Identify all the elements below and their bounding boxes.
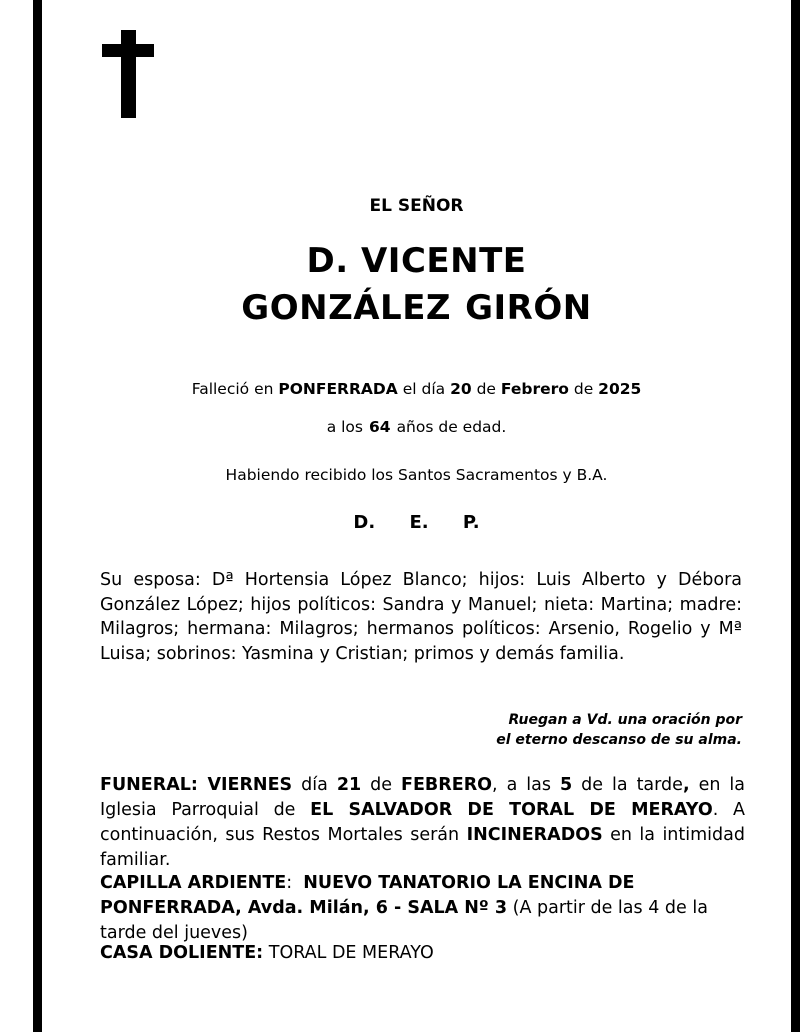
funeral-paragraph: FUNERAL: VIERNES día 21 de FEBRERO, a las 5 de la tarde, en la Iglesia Parroquial de EL SALVADOR DE TORAL DE MERAYO. A continuación, sus Restos Mortales serán INCINERADOS en la intimidad familiar. xyxy=(100,775,745,870)
right-border xyxy=(791,0,800,1032)
title-label: EL SEÑOR xyxy=(369,196,464,216)
death-notice: Falleció en PONFERRADA el día 20 de Febrero de 2025 xyxy=(191,380,642,398)
age-line: a los 64 años de edad. xyxy=(326,418,507,436)
family-paragraph: Su esposa: Dª Hortensia López Blanco; hijos: Luis Alberto y Débora González López; hijos políticos: Sandra y Manuel; nieta: Martina; madre: Milagros; hermana: Milagros; hermanos políticos: Arsenio, Rogelio y Mª Luisa; sobrinos: Yasmina y Cristian; primos y demás familia. xyxy=(100,570,742,664)
left-border xyxy=(33,0,42,1032)
dep-abbreviation: D. E. P. xyxy=(353,512,480,533)
cross-icon xyxy=(102,30,154,118)
deceased-name-line1: D. VICENTE xyxy=(306,241,527,281)
prayer-request: Ruegan a Vd. una oración por el eterno descanso de su alma. xyxy=(496,712,742,748)
sacraments-line: Habiendo recibido los Santos Sacramentos y B.A. xyxy=(225,466,608,484)
casa-doliente: CASA DOLIENTE: TORAL DE MERAYO xyxy=(100,943,434,963)
deceased-name-line2: GONZÁLEZ GIRÓN xyxy=(241,288,592,328)
capilla-paragraph: CAPILLA ARDIENTE: NUEVO TANATORIO LA ENCINA DE PONFERRADA, Avda. Milán, 6 - SALA Nº 3 (A partir de las 4 de la tarde del jueves) xyxy=(100,873,708,943)
